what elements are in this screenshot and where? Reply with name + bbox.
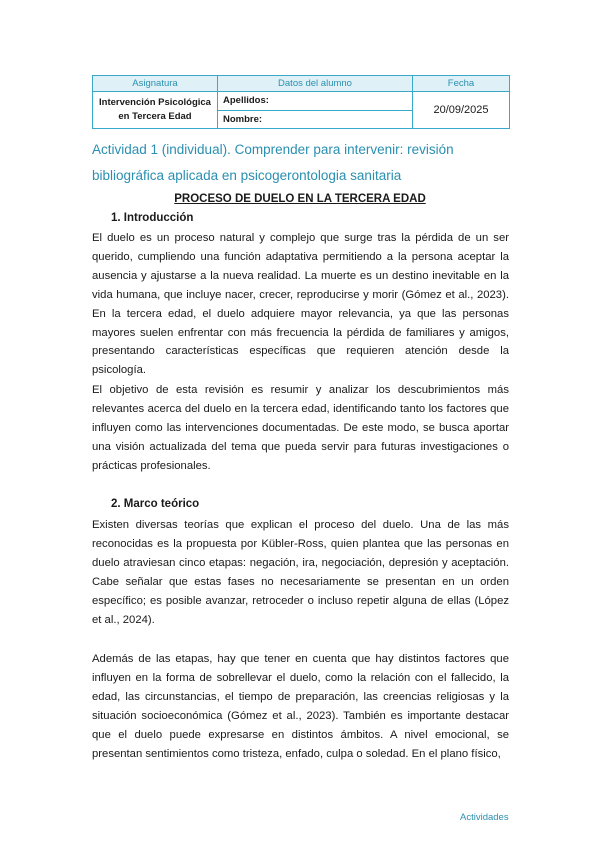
activity-title-line2: bibliográfica aplicada en psicogerontologia sanitaria [92,168,402,183]
footer-label: Actividades [460,812,509,823]
apellidos-label: Apellidos: [218,92,413,111]
section-heading-marco-teorico: 2. Marco teórico [111,498,200,510]
header-table [92,75,510,129]
header-col-datos: Datos del alumno [218,76,413,92]
paragraph-factores: Además de las etapas, hay que tener en cuenta que hay distintos factores que influyen en la forma de sobrellevar el duelo, como la relación con el fallecido, la edad, las circunstancias, el tiempo de preparación, las creencias religiosas y la situación socioeconómica (Gómez et al., 2023). También es importante destacar que el duelo puede expresarse en distintos ámbitos. A nivel emocional, se presentan sentimientos como tristeza, enfado, culpa o soledad. En el plano físico, [92,653,509,760]
nombre-label: Nombre: [218,110,413,129]
paragraph-introduccion: El duelo es un proceso natural y complejo que surge tras la pérdida de un ser querido, cumpliendo una función adaptativa permitiendo a la persona aceptar la ausencia y ajustarse a la nueva realidad. La muerte es un destino inevitable en la vida humana, que incluye nacer, crecer, reproducirse y morir (Gómez et al., 2023). En la tercera edad, el duelo adquiere mayor relevancia, ya que las personas mayores suelen enfrentar con más frecuencia la pérdida de familiares y amigos, presentando características específicas que requieren atención desde la psicología. [92,232,509,377]
fecha-value: 20/09/2025 [413,92,510,129]
activity-title-line1: Actividad 1 (individual). Comprender para intervenir: revisión [92,142,454,157]
document-title: PROCESO DE DUELO EN LA TERCERA EDAD [174,193,426,205]
paragraph-objetivo: El objetivo de esta revisión es resumir y analizar los descubrimientos más relevantes acerca del duelo en la tercera edad, identificando tanto los factores que influyen como las intervenciones documentadas. De este modo, se busca aportar una visión actualizada del tema que pueda servir para futuras investigaciones o prácticas profesionales. [92,384,509,472]
asignatura-line1: Intervención Psicológica [99,97,211,108]
paragraph-marco-teorico: Existen diversas teorías que explican el proceso del duelo. Una de las más reconocidas es la propuesta por Kübler-Ross, quien plantea que las personas en duelo atraviesan cinco etapas: negación, ira, negociación, depresión y aceptación. Cabe señalar que estas fases no necesariamente se presentan en un orden específico; es posible avanzar, retroceder o incluso repetir alguna de ellas (López et al., 2024). [92,519,509,626]
asignatura-line2: en Tercera Edad [118,111,192,122]
header-col-fecha: Fecha [413,76,510,92]
section-heading-introduccion: 1. Introducción [111,212,194,224]
header-col-asignatura: Asignatura [93,76,218,92]
asignatura-cell [93,92,218,129]
